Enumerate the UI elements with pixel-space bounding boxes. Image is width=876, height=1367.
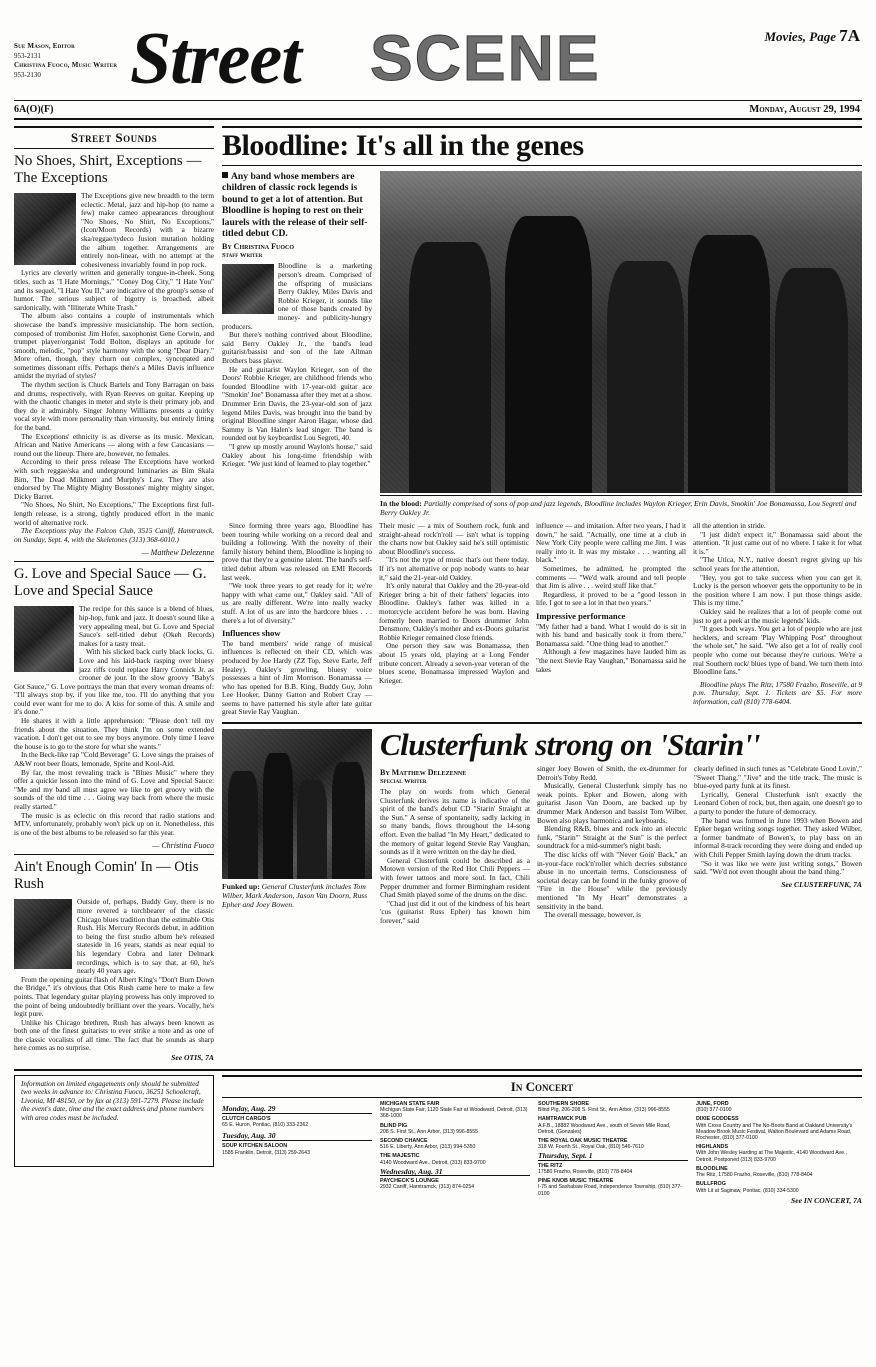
main-headline-rule [222, 126, 862, 166]
main-subhead-1: Influences show [222, 628, 281, 639]
divider [14, 854, 214, 855]
masthead-rule [14, 100, 862, 101]
venue-detail: A.F.B., 18882 Woodward Ave., south of Seven Mile Road, Detroit, (Gonzales) [538, 1122, 671, 1135]
info-box [14, 1075, 214, 1204]
caption-lead: In the blood: [380, 499, 422, 508]
editor-phone: 953-2131 [14, 51, 41, 60]
review-byline: — Christina Fuoco [152, 841, 214, 851]
editor-name: Sue Mason, Editor [14, 42, 75, 50]
paragraph: General Clusterfunk could be described as a Motown version of the Red Hot Chili Peppers — with fewer tattoos and more soul. In fact, Chili Pepper drummer and former Birmingham resident Chad Smith played some of the drums on the disc. [380, 855, 530, 900]
main-footer-listing: Bloodline plays The Ritz, 17580 Frazho, Roseville, at 9 p.m. Thursday, Sept. 1. Tickets are $5. For more information, call (810) 778-6404. [693, 679, 862, 706]
concert-entry [222, 1116, 372, 1128]
divider [14, 561, 214, 562]
main-column [222, 126, 862, 1062]
venue-name: THE MAJESTIC [380, 1153, 420, 1160]
main-byline [222, 242, 372, 260]
clusterfunk-col-2 [537, 765, 687, 926]
paragraph: The band members' wide range of musical influences is reflected on their CD, which was produced by Joe Hardy (ZZ Top, Steve Earle, Jeff Healey). Oakley's growling, bluesy voice possesses a hint of Jim Morrison. Bonamassa — who has opened for B.B. King, Buddy Guy, John Lee Hooker, Danny Gatton and Robert Cray — seems to have patterned his style after late guitar great Stevie Ray Vaughan. [222, 638, 372, 717]
movies-label: Movies, Page [764, 29, 836, 44]
paragraph: But there's nothing contrived about Bloodline, said Berry Oakley Jr., the band's lead guitarist/bassist and son of the late Allman Brothers bass player. [222, 330, 372, 365]
main-body-columns [222, 522, 862, 717]
concert-column-1 [380, 1101, 530, 1204]
clusterfunk-col-3 [694, 765, 862, 926]
concert-day: Monday, Aug. 29 [222, 1104, 372, 1114]
masthead-title-block: SCENE [370, 22, 601, 94]
paragraph-listing: The Exceptions play the Falcon Club, 3515 Caniff, Hamtramck, on Sunday, Sept. 4, with the Skeletones (313) 368-6010.) [14, 526, 214, 544]
paragraph: Musically, General Clusterfunk simply has no weak points. Epker and Bowen, along with guitarist Jason Van Doorn, are backed up by drummer Mark Anderson and bassist Tom Wilber. Bowen also plays harmonica and keyboards. [537, 781, 687, 825]
venue-detail: 17580 Frazho, Roseville, (810) 778-8404 [538, 1168, 633, 1175]
clusterfunk-byline [380, 768, 530, 786]
masthead [0, 0, 876, 118]
clusterfunk-col-1 [380, 765, 530, 926]
review-exceptions [14, 153, 214, 557]
paragraph: The rhythm section is Chuck Bartels and Tony Barragan on bass and drums, respectively, with Ryan Reeves on guitar. Keeping up with the chaotic changes in meter and style is their primary job, and they do it admirably. Singer Johnny Williams presents a quirky vocal style with more personality than virtuosity, but entirely fitting for the band. [14, 380, 214, 433]
main-subhead-2: Impressive performance [536, 610, 626, 621]
paragraph: He and guitarist Waylon Krieger, son of the Doors' Robbie Krieger, are childhood friends who founded Bloodline with 17-year-old guitar ace "Smokin' Joe" Bonamassa after they met at a show. Drummer Erin Davis, the 23-year-old son of jazz legend Miles Davis, was brought into the band by original Bloodline singer Aaron Hagar, whose dad Sammy is Van Halen's lead singer. The band is rounded out by keyboardist Lou Segreti, 40. [222, 364, 372, 443]
concert-days-column [222, 1101, 372, 1204]
info-box-text: Information on limited engagements only should be submitted two weeks in advance to: Christina Fuoco, 36251 Schoolcraft, Livonia, MI 48150, or by fax at (313) 591-7279. Please include the event's date, time and the exact address and phone numbers with area codes must be included. [14, 1075, 214, 1167]
album-cover-image [14, 193, 76, 265]
square-bullet-icon [222, 172, 228, 178]
venue-name: BLOODLINE [696, 1165, 728, 1172]
in-concert-header: In Concert [222, 1075, 862, 1098]
venue-detail: With John Wesley Harding at The Majestic, 4140 Woodward Ave., Detroit, Postponed (313) 833-9700 [696, 1150, 847, 1163]
venue-name: HIGHLANDS [696, 1144, 729, 1151]
venue-name: PAYCHECK'S LOUNGE [380, 1178, 439, 1185]
paragraph: Although a few magazines have lauded him as "the next Stevie Ray Vaughan," Bonamassa said he takes [536, 647, 686, 674]
paragraph: It's only natural that Oakley and the 20-year-old Krieger bring a bit of their fathers' legacies into Bloodline. Oakley's father was killed in a motorcycle accident before he was born. Having formerly been married to Doors drummer John Densmore, Oakley's mother and ex-Doors guitarist Robbie Krieger remained close friends. [379, 581, 529, 642]
venue-detail: I-75 and Sashabaw Road, Independence Township, (810) 377-0100 [538, 1184, 683, 1197]
paragraph: "It's not the type of music that's out there today. If it's not alternative or pop nobody wants to hear it," said the 21-year-old Oakley. [379, 555, 529, 582]
concert-day: Wednesday, Aug. 31 [380, 1169, 530, 1176]
venue-detail: (810) 377-0100 [696, 1107, 732, 1114]
masthead-rule-2 [14, 118, 862, 120]
venue-name: BLIND PIG [380, 1122, 408, 1129]
paragraph: From the opening guitar flash of Albert King's "Don't Burn Down the Bridge," it's obvious that Otis Rush came here to make a few points. That legendary guitar playing prowess has only improved to the point of being undoubtedly brilliant over the years. Vocally, he's legit pure. [14, 974, 214, 1019]
venue-name: HAMTRAMCK PUB [538, 1116, 587, 1123]
main-col-2 [379, 522, 529, 717]
main-col-3 [536, 522, 686, 717]
paragraph: He shares it with a little apprehension: "Please don't tell my friends about the situation. They think I'm on some extended vacation. I don't get out to see my boys anymore. Only time I leave the house is to go to the store for what she wants." [14, 716, 214, 751]
paragraph: Regardless, it proved to be a "good lesson in life. I got to see a lot in that two years." [536, 589, 686, 608]
paragraph: "Chad just did it out of the kindness of his heart 'cus (guitarist Russ Epher) has known him forever," said [380, 898, 530, 925]
paragraph: The recipe for this sauce is a blend of blues, hip-hop, funk and jazz. It doesn't sound like a very appealing meal, but G. Love and Special Sauce's self-titled debut (Okeh Records) makes for a tasty treat. [79, 604, 214, 648]
clusterfunk-photo-block [222, 729, 372, 926]
venue-detail: Michigan State Fair, 1120 State Fair at Woodward, Detroit, (313) 368-1000 [380, 1107, 528, 1120]
main-headline: Bloodline: It's all in the genes [222, 129, 584, 162]
venue-name: BULLFROG [696, 1181, 726, 1188]
paragraph: all the attention in stride. [693, 521, 766, 530]
paragraph: Outside of, perhaps, Buddy Guy, there is no more revered a torchbearer of the classic Chicago blues tradition than the estimable Otis Rush. His Mercury Records debut, in addition to being the first studio album he's released stateside in 16 years, stands as near equal to his legendary Cobra and later Delmark recordings, which is to say that, at 60, he's nearly 40 years age. [77, 897, 214, 976]
in-concert-listings [222, 1075, 862, 1204]
writer-name: Christina Fuoco, Music Writer [14, 61, 118, 69]
clusterfunk-text-block [380, 729, 862, 926]
paragraph: "The Utica, N.Y., native doesn't regret giving up his school years for the attention. [693, 555, 862, 573]
movies-pointer [764, 26, 860, 46]
concert-entry [222, 1143, 372, 1155]
venue-detail: 516 E. Liberty, Ann Arbor, (313) 994-5350 [380, 1144, 476, 1151]
paragraph: Lyrically, General Clusterfunk isn't exactly the Leonard Cohen of rock, but, then again, one doesn't go to a party to ponder the future of democracy. [694, 789, 862, 817]
paragraph: Lyrics are cleverly written and generally tongue-in-cheek. Song titles, such as "I Hate Mornings," "Coney Dog City," "I Hate You" and its sequel, "I Hate You II," are indicative of the group's sense of humor. The serious subject of bigotry is broached, albeit sardonically, with "Illiterate White Trash." [14, 268, 214, 312]
venue-name: THE RITZ [538, 1162, 563, 1169]
paragraph: By far, the most revealing track is "Blues Music" where they offer a quickie lesson into the mind of G. Love and Special Sauce: "Me and my band all must agree we like to get groovy with the sounds of the old time . . . Going way back from where the music really started." [14, 767, 214, 811]
caption-text: Partially comprised of sons of pop and jazz legends, Bloodline includes Waylon Krieger, Erin Davis, Smokin' Joe Bonamassa, Lou Segreti and Berry Oakley Jr. [380, 499, 857, 517]
paragraph: Their music — a mix of Southern rock, funk and straight-ahead rock'n'roll — isn't what is topping the charts now but Oakley said he's still optimistic about Bloodline's success. [379, 521, 529, 556]
movies-page: 7A [839, 26, 860, 45]
venue-name: MICHIGAN STATE FAIR [380, 1101, 440, 1108]
byline-title: Special Writer [380, 778, 427, 786]
venue-detail: 208 S. First St., Ann Arbor, (313) 996-8555 [380, 1128, 479, 1135]
venue-detail: With Lit at Saginaw, Pontiac, (810) 334-5300 [696, 1187, 799, 1194]
main-deck-text: Any band whose members are children of classic rock legends is bound to get a lot of attention. But Bloodline is hoping to rest on their laurels with the release of their self-titled debut CD. [222, 171, 368, 240]
caption-lead: Funked up: [222, 882, 260, 892]
clusterfunk-band-photo [222, 729, 372, 879]
venue-detail: 4140 Woodward Ave., Detroit, (313) 833-9700 [380, 1159, 486, 1166]
paragraph: singer Joey Bowen of Smith, the ex-drummer for Detroit's Toby Redd. [537, 764, 687, 782]
bottom-strip [14, 1069, 862, 1204]
paragraph: clearly defined in such tunes as "Celebrate Good Lovin'," "Sweet Thang," "Jive" and the title track. The music is blue-eyed party funk at its finest. [694, 764, 862, 791]
main-lead-block [222, 171, 372, 517]
paragraph: "I just didn't expect it," Bonamassa said about the attention. "It just came out of no where. I take it for what it is." [693, 529, 862, 556]
jumpline[interactable]: See CLUSTERFUNK, 7A [781, 879, 862, 889]
jumpline[interactable]: See IN CONCERT, 7A [790, 1195, 862, 1205]
venue-detail: 1585 Franklin, Detroit, (313) 259-2643 [222, 1149, 310, 1156]
album-cover-image [14, 606, 74, 672]
venue-name: THE ROYAL OAK MUSIC THEATRE [538, 1138, 628, 1145]
jumpline[interactable]: See OTIS, 7A [171, 1053, 214, 1063]
paragraph: "Hey, you got to take success when you can get it. Lucky is the person whoever gets the opportunity to be in the position where I am now. I put those things aside. This is my time." [693, 572, 862, 608]
venue-name: SOUTHERN SHORE [538, 1101, 589, 1108]
cd-cover-image [222, 264, 274, 314]
venue-detail: Blind Pig, 206-208 S. First St., Ann Arbor, (313) 996-8555 [538, 1107, 670, 1114]
paragraph: The Exceptions' ethnicity is as diverse as its music. Mexican, African and Native Americans — along with a few Caucasians — round out the lineup. There are, however, no females. [14, 431, 214, 458]
clusterfunk-photo-caption [222, 882, 372, 909]
venue-detail: 65 E. Huron, Pontiac, (810) 333-2362 [222, 1122, 309, 1129]
paragraph: Sometimes, he admitted, he prompted the comments — "We'd walk around and tell people that Jim is alive . . . weird stuff like that." [536, 563, 686, 591]
main-col-4 [693, 522, 862, 717]
concert-day: Tuesday, Aug. 30 [222, 1131, 372, 1141]
paragraph: According to their press release The Exceptions have worked with such reggae/ska and underground luminaries as Bim Skala Bim, The Dead Milkmen and Murphy's Law. They are also endorsed by The Mighty Mighty Bosstones' mighty mighty singer, Dicky Barret. [14, 457, 214, 501]
divider-heavy [222, 722, 862, 724]
review-headline: No Shoes, Shirt, Exceptions — The Exceptions [14, 153, 202, 186]
paragraph: The Exceptions give new breadth to the term eclectic. Metal, jazz and hip-hop (to name a few) make cameo appearances throughout "No Shoes, No Shirt, No Exceptions," (Icon/Moon Records) with a bizarre ska/reggae/tydeco fusion mutation holding the album together. Arrangements are entirely non-linear, with no attempt at the cohesiveness invariably found in pop rock. [81, 191, 214, 269]
masthead-title-script: Street [130, 18, 301, 100]
venue-detail: 318 W. Fourth St., Royal Oak, (810) 546-7610 [538, 1144, 644, 1151]
page-body [14, 126, 862, 1204]
main-deck [222, 171, 372, 239]
byline-name: By Matthew Delezenne [380, 768, 467, 778]
review-otisrush [14, 859, 214, 1062]
paragraph: Unlike his Chicago brethren, Rush has always been known as both one of the finest guitarists to ever strike a note and as one of the classic vocalists of all time. The fact that he sounds as sharp here comes as no surprise. [14, 1017, 214, 1053]
venue-name: JUNE, FORD [696, 1101, 729, 1108]
paragraph: Since forming three years ago, Bloodline has been touring while working on a record deal and building a following. With the novelty of their family history behind them, Bloodline is hoping to prove that they're a genuine talent. The band's self-titled debut album was released on EMI Records last week. [222, 521, 372, 582]
paragraph: "We took three years to get ready for it; we're happy with what came out," Oakley said. "All of us are really different. We're into really wacky stuff. A lot of us are into the hardcore blues . . . there's a lot of diversity." [222, 581, 372, 625]
paragraph: "I grew up mostly around Waylon's house," said Oakley about his long-time friendship with Krieger. "We just kind of learned to play together." [222, 441, 372, 469]
paragraph: "My father had a band. What I would do is sit in with his band and basically took it from there," Bonamassa said. "One thing lead to another." [536, 621, 686, 648]
paragraph: In the Beck-like rap "Cold Beverage" G. Love sings the praises of A&W root beer floats, lemonade, Sprite and Kool-Aid. [14, 750, 214, 769]
main-byline-title: Staff Writer [222, 252, 263, 260]
paragraph: With his slicked back curly black locks, G. Love and his laid-back rasping over bluesy jazz riffs could replace Harry Connick Jr. as crooner de jour. In the slow groovy "Baby's Got Sauce," G. Love portrays the man that every woman dreams of: "I'll always stop by, if you like me, too. I'll do anything that you could ever want for me to do. A kiss for some of this. A smile and it's done." [14, 647, 214, 717]
paragraph: influence — and imitation. After two years, I had it down," he said. "Actually, one time at a club in New York City people were calling me Jim. I was really into it. It was my mistake . . . wanting all black." [536, 521, 686, 565]
venue-detail: The Ritz, 17580 Frazho, Roseville, (810) 778-8404 [696, 1172, 813, 1179]
album-cover-image [14, 899, 72, 969]
venue-detail: With Cross Country and The No-Boots Band at Oakland University's Meadow Brook Music Festival, Walton Boulevard and Adams Road, Rochester, (810) 377-0100 [696, 1122, 853, 1142]
review-byline: — Matthew Delezenne [141, 548, 214, 558]
venue-name: PINE KNOB MUSIC THEATRE [538, 1178, 614, 1185]
clusterfunk-story [222, 729, 862, 926]
main-col-1 [222, 522, 372, 717]
paragraph: The music is as eclectic on this record that radio stations and MTV, unfortunately, probably won't pick up on it. Nonetheless, this is one of the best albums to be released so far this year. [14, 810, 214, 837]
paragraph: "No Shoes, No Shirt, No Exceptions," The Exceptions first full-length release, is a strong, tightly produced effort in the manic world of alternative rock. [14, 500, 214, 527]
clusterfunk-headline: Clusterfunk strong on 'Starin'' [380, 727, 760, 763]
main-byline-name: By Christina Fuoco [222, 242, 295, 252]
paragraph: Oakley said he realizes that a lot of people come out just to get a peek at the music legends' kids. [693, 606, 862, 625]
paragraph: Blending R&B, blues and rock into an electric funk, "Starin'" Straight at the Sun" is the perfect soundtrack for a mid-summer's night bash. [537, 824, 687, 851]
concert-column-2 [538, 1101, 688, 1204]
paragraph: The play on words from which General Clusterfunk derives its name is indicative of the spirit of the band's debut CD "Starin' Straight at the Sun." A sense of spontaneity, sadly lacking in so many bands, flows throughout the 14-song effort. Even the ballad "In My Heart," dedicated to the memory of guitar legend Stevie Ray Vaughan, sounds as if it were written on the day he died. [380, 787, 530, 857]
paragraph: The disc kicks off with "Never Goin' Back," an in-your-face rock'n'roller which decries substance abuse in no uncertain terms. Consciousness of societal decay can be found in the funky groove of "Fire in the House" while the previously mentioned "In My Heart" demonstrates a sensitivity in the band. [537, 850, 687, 911]
paragraph: The band was formed in June 1993 when Bowen and Epker began writing songs together. They asked Wilber, a former bandmate of Bowen's, to play bass on an informal 8-track recording they were doing and ended up with Chili Pepper Smith laying down the drum tracks. [694, 815, 862, 859]
venue-name: CLUTCH CARGO'S [222, 1116, 271, 1123]
paragraph: "So it was like we were just writing songs," Bowen said. "We'd not even thought about the band thing." [694, 858, 862, 877]
main-photo-caption [380, 499, 862, 517]
paragraph: "It goes both ways. You get a lot of people who are just hecklers, and scream 'Play Whipping Post'' throughout the whole set," he said. "We also get a lot of really cool people who come out because they're curious. We're a real Southern rock/ blues type of band. We turn them into Bloodline fans." [693, 624, 862, 677]
review-glove [14, 566, 214, 850]
paragraph: One person they saw was Bonamassa, then about 15 years old, playing at a Long Fender tribute concert. Already a seven-year veteran of the blues scene, Bonamassa impressed Waylon and Krieger. [379, 641, 529, 685]
masthead-staff [14, 42, 134, 80]
folio: 6A(O)(F) [14, 104, 54, 115]
review-headline: Ain't Enough Comin' In — Otis Rush [14, 859, 199, 893]
concert-column-3 [696, 1101, 862, 1204]
venue-detail: 2932 Caniff, Hamtramck, (313) 874-0254 [380, 1184, 475, 1191]
street-sounds-column [14, 126, 214, 1062]
review-headline: G. Love and Special Sauce — G. Love and Special Sauce [14, 566, 207, 600]
paragraph: Bloodline is a marketing person's dream. Comprised of the offspring of musicians Berry Oakley, Miles Davis and Robbie Krieger, it sounds like one of those bands created by money- and publicity-hungry producers. [222, 261, 372, 331]
issue-date: Monday, August 29, 1994 [749, 104, 860, 115]
venue-name: SOUP KITCHEN SALOON [222, 1143, 288, 1150]
paragraph: The overall message, however, is [544, 910, 641, 920]
section-header-street-sounds: Street Sounds [14, 126, 214, 149]
writer-phone: 953-2130 [14, 70, 41, 79]
main-photo-block [380, 171, 862, 517]
bloodline-band-photo [380, 171, 862, 493]
caption-text: General Clusterfunk includes Tom Wilber, Mark Anderson, Jason Van Doorn, Russ Epher and Joey Bowen. [222, 882, 368, 910]
paragraph: The album also contains a couple of instrumentals which showcase the band's impressive musicianship. The horn section, composed of trombonist Jim Hofer, saxophonist Gene Corwin, and trumpet player/organist Todd Bolton, displays an aptitude for smooth, melodic, "pop" style harmony with the song "Dear Diary." More often, though, they churn out complex, syncopated and sometimes dissonant riffs. Perhaps there's a Miles Davis influence amidst the myriad of styles? [14, 311, 214, 381]
concert-day: Thursday, Sept. 1 [538, 1153, 688, 1160]
venue-name: DIXIE GODDESS [696, 1116, 739, 1123]
venue-name: SECOND CHANCE [380, 1138, 428, 1145]
